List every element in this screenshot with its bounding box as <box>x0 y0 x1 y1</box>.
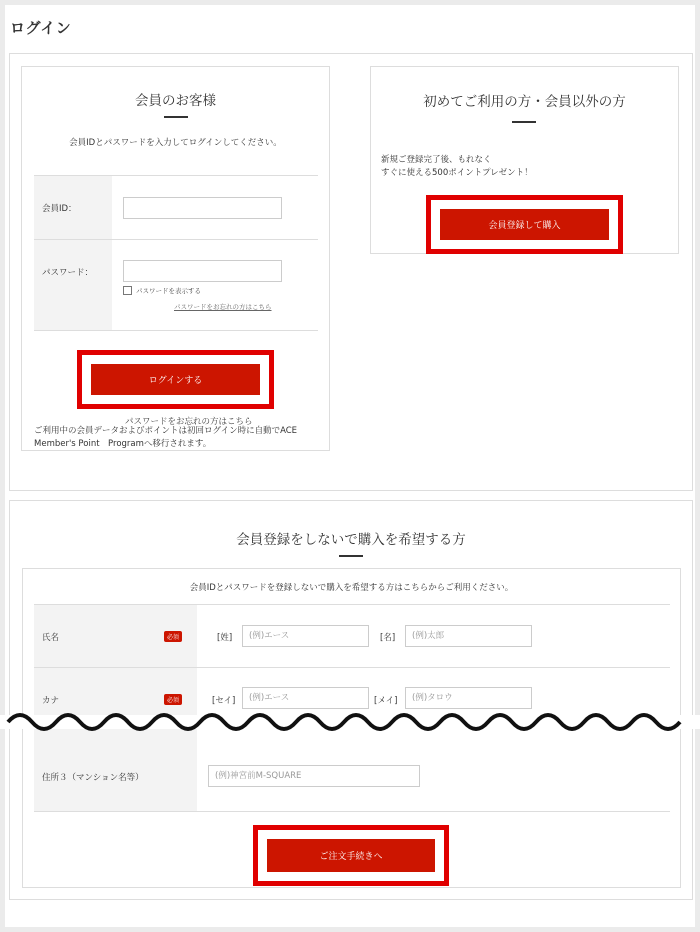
guest-description: 会員IDとパスワードを登録しないで購入を希望する方はこちらからご利用ください。 <box>189 583 514 593</box>
heading-rule <box>512 121 536 123</box>
password-row <box>34 239 318 331</box>
kana-label: カナ <box>42 696 60 706</box>
login-form-table <box>34 175 318 331</box>
required-badge: 必須 <box>164 694 182 705</box>
name-label: 氏名 <box>42 633 60 643</box>
address3-input[interactable]: (例)神宮前M-SQUARE <box>208 765 420 787</box>
guest-section <box>9 500 693 900</box>
login-button[interactable]: ログインする <box>91 364 260 395</box>
heading-rule <box>164 116 188 118</box>
member-id-input[interactable] <box>123 197 282 219</box>
forgot-password-link[interactable]: パスワードをお忘れの方はこちら <box>174 303 272 311</box>
member-id-label: 会員ID： <box>42 204 77 214</box>
first-name-input[interactable]: (例)太郎 <box>405 625 532 647</box>
migration-notice: ご利用中の会員データおよびポイントは初回ログイン時に自動でACE Member's Point Programへ移行されます。 <box>34 426 298 449</box>
name-label-cell <box>34 605 197 667</box>
login-section <box>9 53 693 491</box>
show-password-checkbox[interactable] <box>123 286 132 295</box>
first-name-bracket: [名] <box>380 633 396 643</box>
password-label-cell <box>34 240 112 330</box>
newcomer-description-line2: すぐに使える500ポイントプレゼント！ <box>381 168 533 178</box>
name-row <box>34 604 670 667</box>
heading-rule <box>339 555 363 557</box>
forgot-password-ghost-text: パスワードをお忘れの方はこちら <box>125 417 253 427</box>
newcomer-description-line1: 新規ご登録完了後、もれなく <box>381 155 492 165</box>
login-button-highlight <box>77 350 274 409</box>
member-id-label-cell <box>34 176 112 239</box>
last-name-bracket: [姓] <box>217 633 233 643</box>
kana-first-bracket: [メイ] <box>374 696 398 706</box>
address3-label: 住所３（マンション名等） <box>42 773 144 783</box>
proceed-to-order-button[interactable]: ご注文手続きへ <box>267 839 435 872</box>
password-input[interactable] <box>123 260 282 282</box>
kana-last-bracket: [セイ] <box>212 696 236 706</box>
newcomer-box <box>370 66 679 254</box>
register-and-purchase-button[interactable]: 会員登録して購入 <box>440 209 609 240</box>
last-name-input[interactable]: (例)エース <box>242 625 369 647</box>
member-id-row <box>34 175 318 239</box>
page <box>5 5 695 927</box>
required-badge: 必須 <box>164 631 182 642</box>
kana-last-input[interactable]: (例)エース <box>242 687 369 709</box>
kana-first-input[interactable]: (例)タロウ <box>405 687 532 709</box>
omission-wave-divider <box>0 703 700 743</box>
checkout-button-highlight <box>253 825 449 886</box>
member-login-box <box>21 66 330 451</box>
password-label: パスワード： <box>42 268 94 278</box>
newcomer-heading: 初めてご利用の方・会員以外の方 <box>423 94 626 110</box>
login-description: 会員IDとパスワードを入力してログインしてください。 <box>69 138 282 148</box>
show-password-label: パスワードを表示する <box>136 287 201 295</box>
member-login-heading: 会員のお客様 <box>135 93 216 109</box>
guest-heading: 会員登録をしないで購入を希望する方 <box>236 532 466 548</box>
page-title: ログイン <box>10 19 72 37</box>
register-button-highlight <box>426 195 623 254</box>
